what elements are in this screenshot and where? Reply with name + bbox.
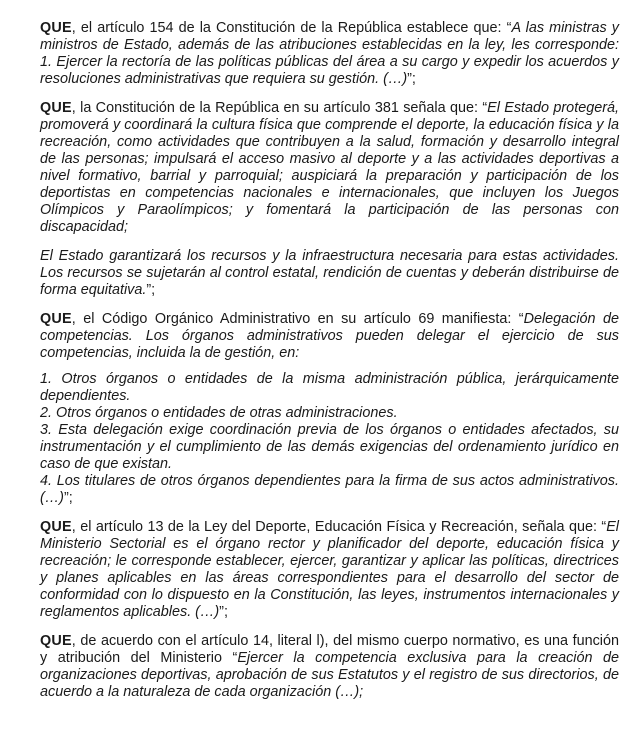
que-keyword: QUE bbox=[40, 519, 72, 535]
quoted-text: El Estado garantizará los recursos y la infraestructura necesaria para estas actividades. Los recursos se sujetarán al control estatal, rendición de cuentas y deberán distribuirse de forma equitativa. bbox=[40, 248, 619, 298]
paragraph-tail: ”; bbox=[219, 604, 228, 620]
quoted-text: El Ministerio Sectorial es el órgano rector y planificador del deporte, educación física y recreación; le corresponde establecer, ejercer, garantizar y aplicar las políticas, directrices y planes aplicables en las áreas correspondientes para el desarrollo del sector de conformidad con lo dispuesto en la Constitución, las leyes, instrumentos internacionales y reglamentos aplicables. (…) bbox=[40, 519, 619, 620]
list-item: 3. Esta delegación exige coordinación previa de los órganos o entidades afectados, su instrumentación y el cumplimiento de las demás exigencias del ordenamiento jurídico en caso de que existan. bbox=[40, 422, 619, 472]
que-keyword: QUE bbox=[40, 633, 72, 649]
quoted-text: El Estado protegerá, promoverá y coordinará la cultura física que comprende el deporte, la educación física y la recreación, como actividades que contribuyen a la salud, formación y desarrollo integral de las personas; impulsará el acceso masivo al deporte y a las actividades deportivas a nivel formativo, barrial y parroquial; auspiciará la preparación y participación de los deportistas en competencias nacionales e internacionales, que incluyen los Juegos Olímpicos y Paraolímpicos; y fomentará la participación de las personas con discapacidad; bbox=[40, 100, 619, 235]
paragraph-ley-deporte-art-13 bbox=[40, 519, 619, 621]
list-item: 1. Otros órganos o entidades de la misma administración pública, jerárquicamente dependientes. bbox=[40, 371, 619, 404]
list-tail: ”; bbox=[63, 490, 73, 506]
quoted-text: Ejercer la competencia exclusiva para la creación de organizaciones deportivas, aprobación de sus Estatutos y el registro de sus directorios, de acuerdo a la naturaleza de cada organización (…); bbox=[40, 650, 620, 700]
paragraph-lead: , de acuerdo con el artículo 14, literal l), del mismo cuerpo normativo, es una función y atribución del Ministerio “ bbox=[40, 633, 619, 666]
paragraph-coa-art-69 bbox=[40, 311, 619, 362]
que-keyword: QUE bbox=[40, 20, 72, 36]
paragraph-art-381-continued bbox=[40, 248, 619, 299]
paragraph-tail: ”; bbox=[407, 71, 416, 87]
paragraph-tail: ”; bbox=[146, 282, 156, 298]
paragraph-art-14-literal-l bbox=[40, 633, 619, 701]
quoted-text: Delegación de competencias. Los órganos administrativos pueden delegar el ejercicio de sus competencias, incluida la de gestión, en: bbox=[40, 311, 619, 361]
delegation-list bbox=[40, 371, 619, 507]
que-keyword: QUE bbox=[40, 100, 72, 116]
quoted-text: A las ministras y ministros de Estado, además de las atribuciones establecidas en la ley, les corresponde: 1. Ejercer la rectoría de las políticas públicas del área a su cargo y expedir los acuerdos y resoluciones administrativas que requiera su gestión. (…) bbox=[40, 20, 619, 87]
paragraph-art-154 bbox=[40, 20, 619, 88]
paragraph-lead: , la Constitución de la República en su artículo 381 señala que: “ bbox=[71, 100, 488, 116]
list-item-last bbox=[40, 473, 619, 507]
que-keyword: QUE bbox=[40, 311, 72, 327]
paragraph-lead: , el Código Orgánico Administrativo en su artículo 69 manifiesta: “ bbox=[71, 311, 524, 327]
paragraph-lead: , el artículo 13 de la Ley del Deporte, Educación Física y Recreación, señala que: “ bbox=[71, 519, 607, 535]
paragraph-lead: , el artículo 154 de la Constitución de la República establece que: “ bbox=[71, 20, 512, 36]
list-item: 4. Los titulares de otros órganos dependientes para la firma de sus actos administrativos. (…) bbox=[40, 473, 619, 506]
list-item: 2. Otros órganos o entidades de otras administraciones. bbox=[40, 405, 398, 421]
paragraph-art-381 bbox=[40, 100, 619, 236]
